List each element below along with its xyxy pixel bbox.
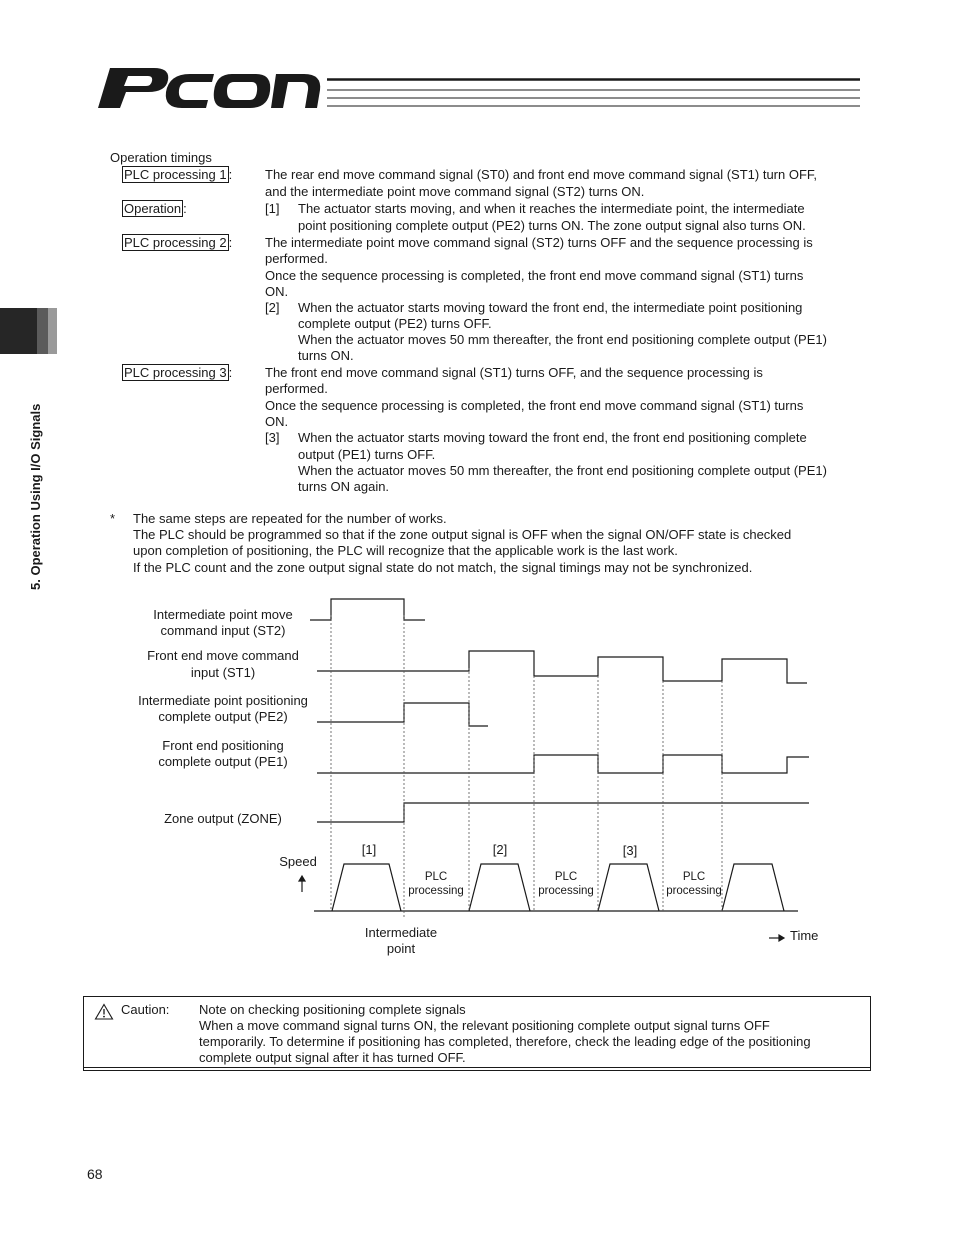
- plc3-step-number: [3]: [265, 430, 280, 445]
- plc3-text-2: performed.: [265, 381, 328, 396]
- pe2-waveform: [317, 703, 488, 726]
- speed-profile-3: [598, 864, 659, 911]
- caution-text-1: When a move command signal turns ON, the relevant positioning complete output signal turns OFF: [199, 1018, 770, 1033]
- operation-step-number: [1]: [265, 201, 280, 216]
- time-label: Time: [790, 928, 819, 943]
- plc3-text-8: turns ON again.: [298, 479, 390, 494]
- plc3-text-1: The front end move command signal (ST1) turns OFF, and the sequence processing is: [265, 365, 763, 380]
- speed-profile-2: [469, 864, 530, 911]
- intermediate-point-label-1: Intermediate: [364, 925, 438, 940]
- timing-diagram: [105, 590, 825, 965]
- section-tab-shade-light: [48, 308, 57, 354]
- note-text-1: The same steps are repeated for the number of works.: [133, 511, 447, 526]
- step-label-1: [1]: [361, 842, 377, 857]
- section-tab-marker: [0, 308, 37, 354]
- plc2-step-number: [2]: [265, 300, 280, 315]
- st1-label-2: input (ST1): [190, 665, 256, 680]
- warning-icon: [94, 1003, 114, 1020]
- plc-processing-1-line1: PLC: [424, 871, 448, 883]
- section-side-label: 5. Operation Using I/O Signals: [28, 403, 43, 590]
- operation-colon: :: [183, 201, 187, 216]
- speed-up-arrow-icon: [299, 876, 305, 892]
- plc3-label: PLC processing 3: [124, 365, 227, 380]
- plc3-colon: :: [228, 365, 233, 380]
- page-number: 68: [87, 1166, 103, 1182]
- plc3-label-wrap: [122, 365, 232, 381]
- caution-text-2: temporarily. To determine if positioning has completed, therefore, check the leading edge of the positioning: [199, 1034, 811, 1049]
- plc1-text-2: and the intermediate point move command signal (ST2) turns ON.: [265, 184, 645, 199]
- operation-text-1: The actuator starts moving, and when it reaches the intermediate point, the intermediate: [298, 201, 805, 216]
- pcon-logo: [96, 62, 336, 114]
- speed-profile-1: [332, 864, 401, 911]
- time-right-arrow-icon: [769, 935, 784, 941]
- speed-profile-4: [722, 864, 784, 911]
- plc2-text-1: The intermediate point move command signal (ST2) turns OFF and the sequence processing is: [265, 235, 813, 250]
- operation-text-2: point positioning complete output (PE2) turns ON. The zone output signal also turns ON.: [298, 218, 806, 233]
- st2-label-1: Intermediate point move: [153, 607, 293, 622]
- plc2-colon: :: [228, 235, 233, 250]
- step-label-2: [2]: [492, 842, 508, 857]
- pe2-label-1: Intermediate point positioning: [138, 693, 308, 708]
- plc2-text-3: Once the sequence processing is completed, the front end move command signal (ST1) turns: [265, 268, 804, 283]
- plc-processing-3-line1: PLC: [682, 871, 706, 883]
- header-rule-lines: [327, 78, 860, 108]
- pe1-label-1: Front end positioning: [162, 738, 284, 753]
- note-text-3: upon completion of positioning, the PLC will recognize that the applicable work is the last work.: [133, 543, 678, 558]
- step-label-3: [3]: [622, 843, 638, 858]
- st2-label-2: command input (ST2): [160, 623, 286, 638]
- note-asterisk: *: [110, 511, 116, 526]
- pe1-label-2: complete output (PE1): [158, 754, 288, 769]
- note-text-4: If the PLC count and the zone output signal state do not match, the signal timings may not be synchronized.: [133, 560, 753, 575]
- speed-label: Speed: [279, 854, 317, 869]
- plc2-label-wrap: [122, 235, 232, 251]
- operation-label: Operation: [124, 201, 182, 216]
- pe1-waveform: [317, 755, 809, 773]
- plc1-colon: :: [228, 167, 233, 182]
- st1-label-1: Front end move command: [147, 648, 299, 663]
- plc2-text-6: complete output (PE2) turns OFF.: [298, 316, 492, 331]
- plc1-label: PLC processing 1: [124, 167, 227, 182]
- operation-label-wrap: [122, 201, 187, 217]
- plc2-text-2: performed.: [265, 251, 328, 266]
- plc3-text-3: Once the sequence processing is completed, the front end move command signal (ST1) turns: [265, 398, 804, 413]
- plc2-text-4: ON.: [265, 284, 289, 299]
- plc3-text-4: ON.: [265, 414, 289, 429]
- note-text-2: The PLC should be programmed so that if the zone output signal is OFF when the signal ON/OFF state is checked: [133, 527, 792, 542]
- plc2-text-8: turns ON.: [298, 348, 354, 363]
- plc2-text-5: When the actuator starts moving toward the front end, the intermediate point positioning: [298, 300, 803, 315]
- plc3-text-5: When the actuator starts moving toward the front end, the front end positioning complete: [298, 430, 807, 445]
- st2-waveform: [310, 599, 425, 620]
- plc1-label-wrap: [122, 167, 232, 183]
- plc-processing-2-line2: processing: [538, 885, 594, 897]
- plc2-text-7: When the actuator moves 50 mm thereafter, the front end positioning complete output (PE1): [298, 332, 827, 347]
- caution-title: Note on checking positioning complete signals: [199, 1002, 466, 1017]
- zone-waveform: [317, 803, 809, 822]
- plc2-label: PLC processing 2: [124, 235, 227, 250]
- plc1-text-1: The rear end move command signal (ST0) and front end move command signal (ST1) turn OFF,: [265, 167, 818, 182]
- caution-label: Caution:: [121, 1002, 170, 1017]
- zone-label: Zone output (ZONE): [164, 811, 282, 826]
- section-tab-shade: [37, 308, 48, 354]
- intermediate-point-label-2: point: [386, 941, 416, 956]
- plc-processing-2-line1: PLC: [554, 871, 578, 883]
- plc3-text-6: output (PE1) turns OFF.: [298, 447, 436, 462]
- section-heading: Operation timings: [110, 150, 212, 165]
- st1-waveform: [317, 651, 807, 683]
- plc-processing-3-line2: processing: [666, 885, 722, 897]
- plc3-text-7: When the actuator moves 50 mm thereafter, the front end positioning complete output (PE1): [298, 463, 827, 478]
- pe2-label-2: complete output (PE2): [158, 709, 288, 724]
- plc-processing-1-line2: processing: [408, 885, 464, 897]
- caution-text-3: complete output signal after it has turned OFF.: [199, 1050, 466, 1065]
